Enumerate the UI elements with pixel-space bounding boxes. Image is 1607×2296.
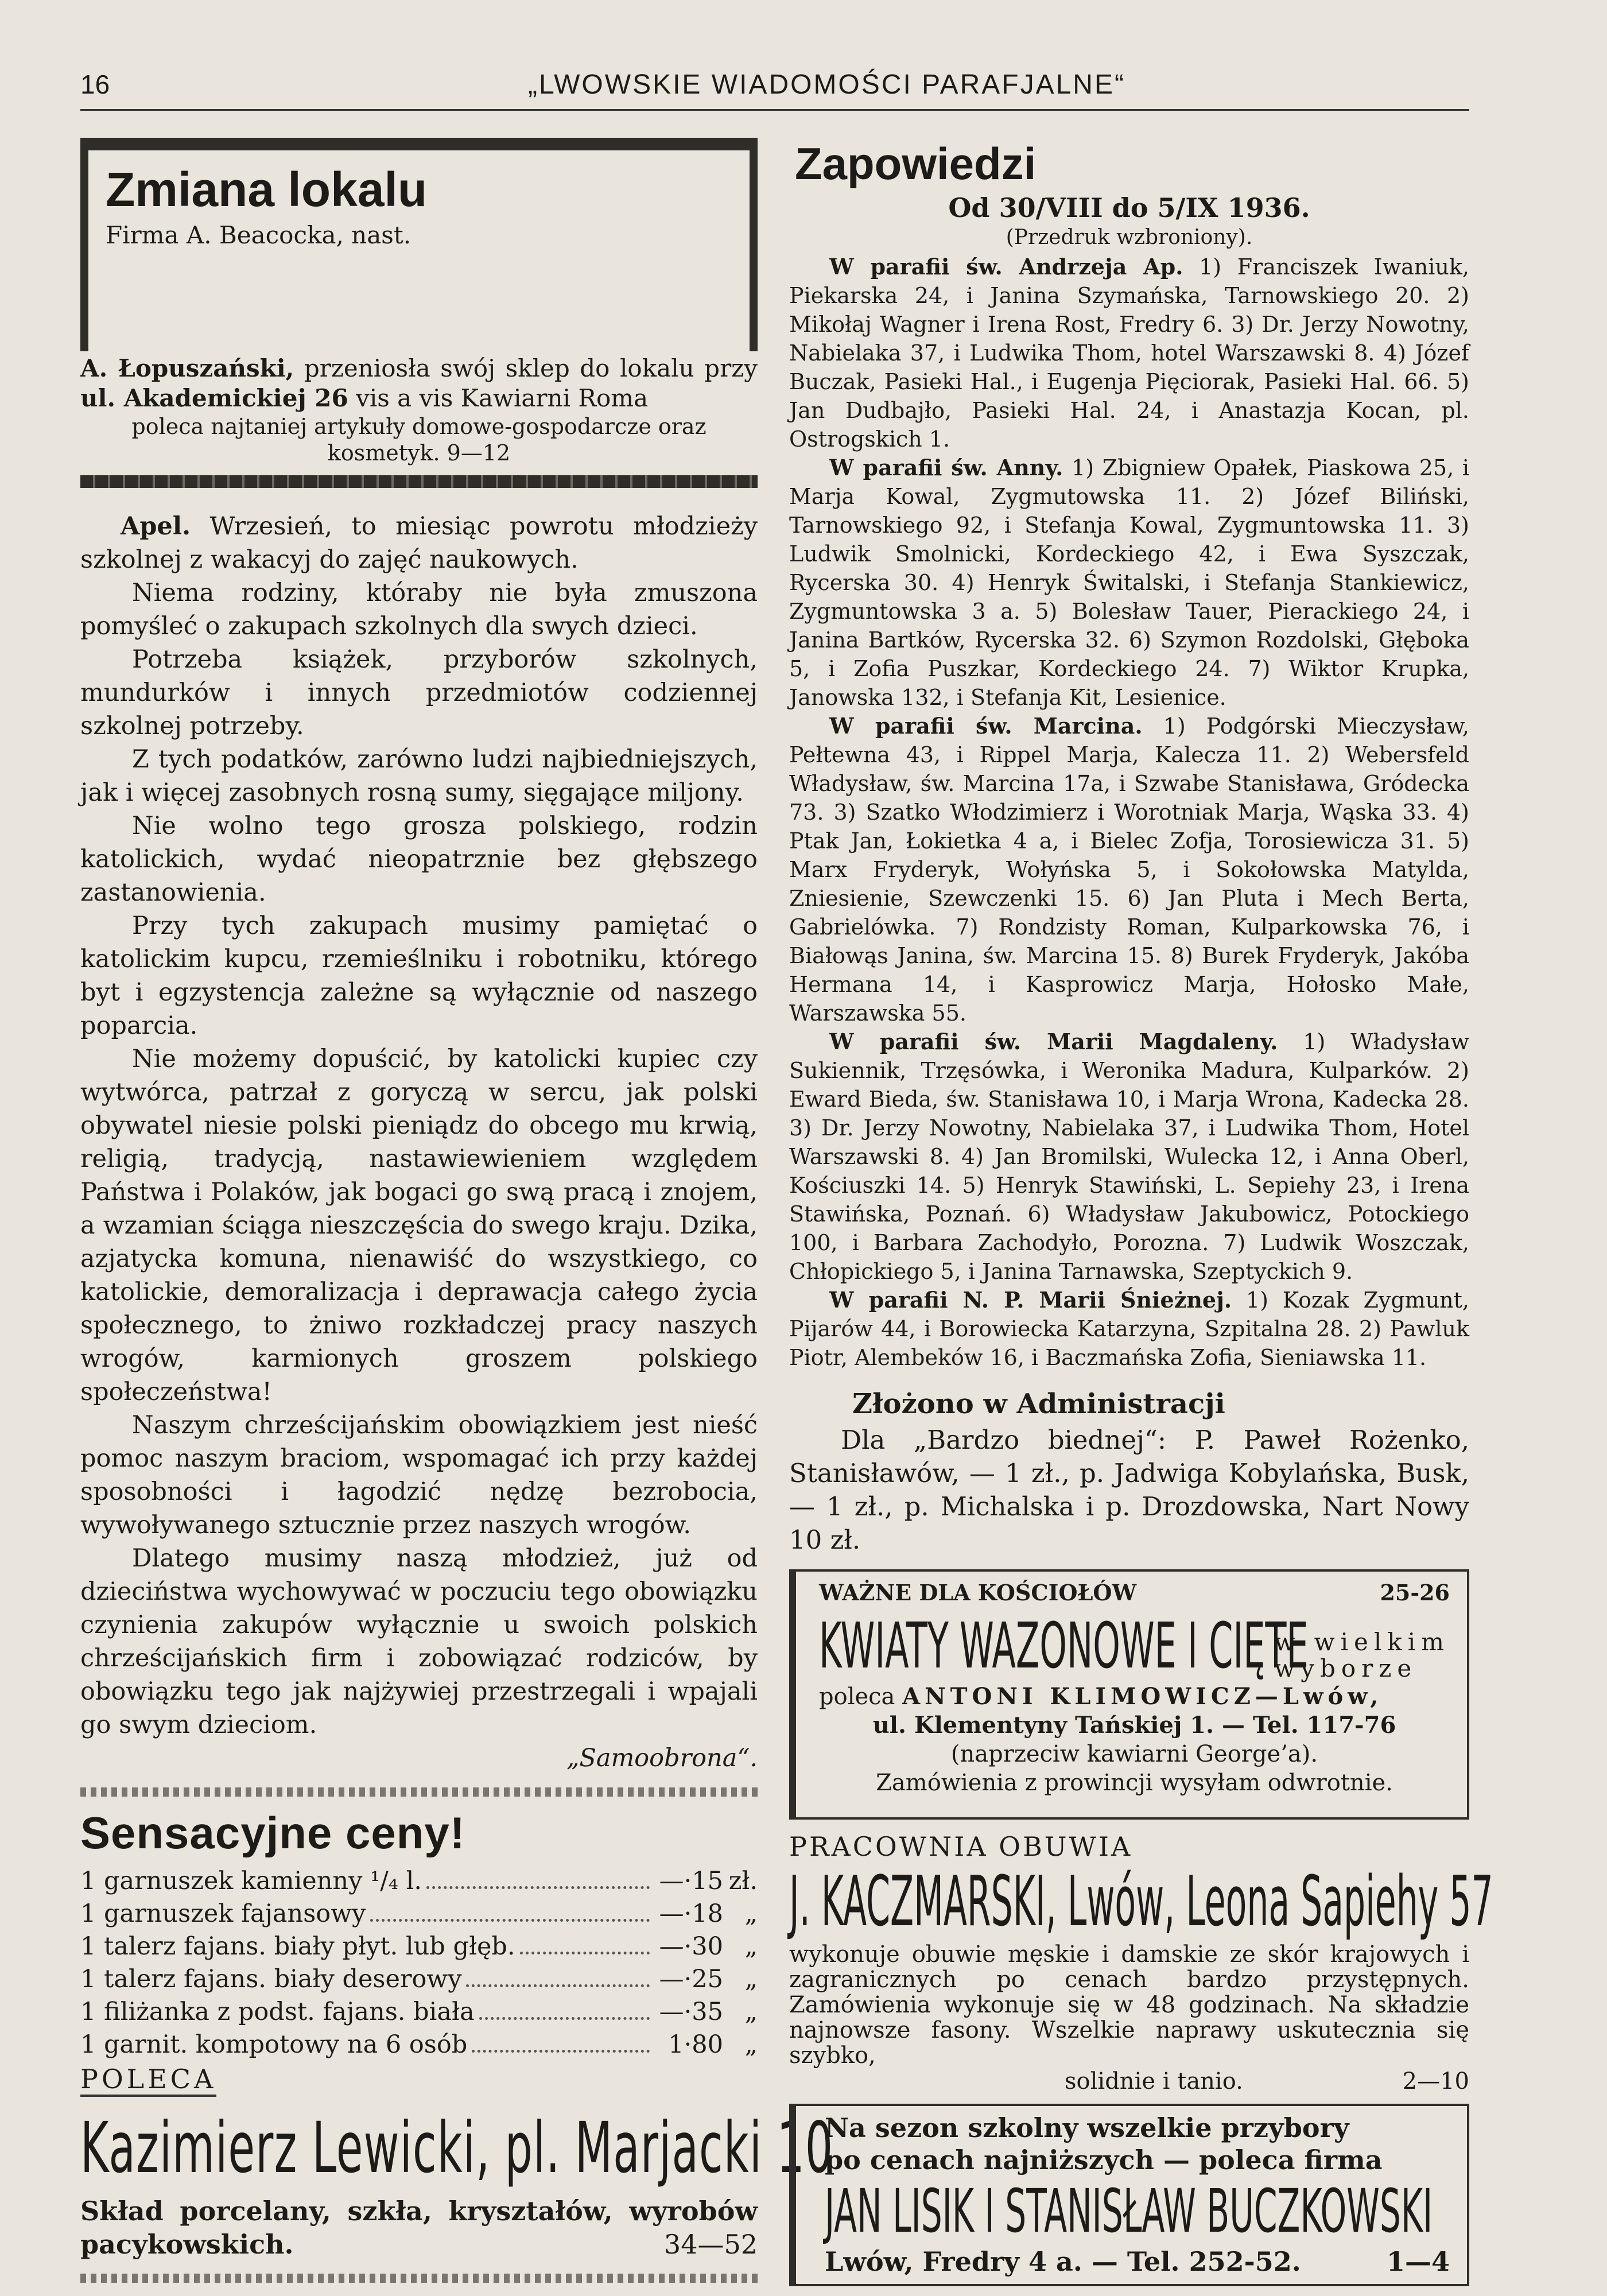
prices-heading: Sensacyjne ceny!: [80, 1808, 465, 1858]
ad-lopuszanski-firm: Firma A. Beacocka, nast.: [106, 221, 412, 249]
price-value: —·35: [659, 1998, 723, 2026]
ornament-divider: [80, 1787, 758, 1797]
banns-sniezna: 1) Kozak Zygmunt, Pijarów 44, i Borowiecka Katarzyna, Szpitalna 28. 2) Pawluk Piotr, Alembeków 16, i Baczmańska Zofia, Sieniawska 11.: [789, 1287, 1470, 1370]
publication-title: „LWOWSKIE WIADOMOŚCI PARAFJALNE“: [528, 69, 1125, 100]
ad-klimowicz-name-line: [819, 1682, 1450, 1711]
article-apel: [80, 510, 758, 1775]
ad-kaczmarski-end-text: solidnie i tanio.: [1065, 2068, 1243, 2095]
right-column: [789, 138, 1493, 2286]
page-header: [80, 63, 1469, 111]
ad-border: [80, 475, 758, 488]
ad-lopuszanski-text2: vis a vis Kawiarni Roma: [348, 384, 649, 412]
price-value: —·30: [659, 1932, 723, 1961]
price-item: 1 garnuszek kamienny ¹/₄ l.: [80, 1867, 422, 1895]
article-p3: Potrzeba książek, przyborów szkolnych, mundurków i innych przedmiotów codziennej szkolnej potrzeby.: [80, 645, 758, 740]
price-item: 1 garnuszek fajansowy: [80, 1899, 366, 1928]
ad-klimowicz-top: [819, 1580, 1450, 1605]
poleca-label: POLECA: [80, 2064, 216, 2097]
ad-kaczmarski: [789, 1831, 1493, 2095]
parish-sniezna: W parafii N. P. Marii Śnieżnej.: [829, 1287, 1232, 1313]
ad-lisik-bottom: [825, 2246, 1450, 2277]
left-column: [80, 138, 834, 2283]
ad-klimowicz-poleca: poleca: [819, 1684, 895, 1710]
page-number: 16: [80, 69, 110, 99]
banns-heading: Zapowiedzi: [795, 138, 1037, 189]
ad-klimowicz-orders: Zamówienia z prowincji wysyłam odwrotnie.: [876, 1770, 1393, 1796]
ad-lisik-city: Lwów, Fredry 4 a. — Tel. 252-52.: [825, 2246, 1301, 2277]
ad-code: 1—4: [1386, 2246, 1450, 2277]
ad-kaczmarski-end: [789, 2068, 1469, 2095]
banns-anna: 1) Zbigniew Opałek, Piaskowa 25, i Marja Kowal, Zygmutowska 11. 2) Józef Biliński, Tarnowskiego 92, i Stefanja Kowal, Zygmuntowska 11. 3) Ludwik Smolnicki, Kordeckiego 42, i Ewa Syszczak, Rycerska 30. 4) Henryk Świtalski, i Stefanja Stankiewicz, Zygmuntowska 3 a. 5) Bolesław Tauer, Pierackiego 24, i Janina Bartków, Rycerska 32. 6) Szymon Rozdolski, Głęboka 5, i Zofia Puszkar, Kordeckiego 24. 7) Wiktor Krupka, Janowska 132, i Stefanja Kit, Lesienice.: [789, 455, 1469, 710]
donations-heading: Złożono w Administracji: [852, 1388, 1225, 1420]
ad-lopuszanski-foot-text: poleca najtaniej artykuły domowe-gospodarcze oraz kosmetyk.: [131, 414, 707, 466]
ad-klimowicz-big: KWIATY WAZONOWE I CIĘTE: [819, 1609, 1309, 1682]
ad-kaczmarski-big: J. KACZMARSKI, Lwów, Leona Sapiehy 57: [789, 1862, 1493, 1942]
ad-lopuszanski-text: przeniosła swój sklep do lokalu przy: [294, 354, 758, 382]
ad-code: 2—10: [1402, 2068, 1469, 2095]
ad-lisik-line2: po cenach najniższych — poleca firma: [825, 2144, 1383, 2175]
price-item: 1 talerz fajans. biały deserowy: [80, 1965, 462, 1994]
article-p9: Dlatego musimy naszą młodzież, już od dzieciństwa wychowywać w poczuciu tego obowiązku czynienia zakupów wyłącznie u swoich polskich chrześcijańskich firm i zobowiązać rodziców, by obowiązku tego jak najżywiej przestrzegali i wpajali go swym dzieciom.: [80, 1544, 758, 1739]
ad-lopuszanski-foot: [80, 413, 758, 466]
price-unit: „: [744, 1899, 758, 1928]
price-unit: zł.: [728, 1867, 758, 1895]
ad-lopuszanski-name: A. Łopuszański,: [80, 354, 294, 382]
ad-klimowicz-ref: (naprzeciw kawiarni George’a).: [950, 1741, 1318, 1767]
price-unit: „: [744, 2030, 758, 2059]
donations-text: [789, 1424, 1469, 1557]
price-row: [80, 1930, 758, 1963]
price-unit: „: [744, 1932, 758, 1961]
ad-code: 25-26: [1380, 1580, 1450, 1605]
ad-lisik-line1: Na sezon szkolny wszelkie przybory: [825, 2112, 1349, 2143]
banns-list: [789, 253, 1469, 1372]
price-row: [80, 1898, 758, 1930]
banns-andrzej: 1) Franciszek Iwaniuk, Piekarska 24, i Janina Szymańska, Tarnowskiego 20. 2) Mikołaj Wagner i Irena Rost, Fredry 6. 3) Dr. Jerzy Nowotny, Nabielaka 37, i Ludwika Thom, hotel Warszawski 8. 4) Józef Buczak, Pasieki Hal., i Eugenja Pięciorak, Pasieki Hal. 66. 5) Jan Dudbajło, Pasieki Hal. 24, i Anastazja Kocan, pl. Ostrogskich 1.: [789, 254, 1469, 452]
price-row: [80, 1865, 758, 1898]
ad-lopuszanski-body: [80, 351, 758, 413]
lewicki-desc-text: Skład porcelany, szkła, kryształów, wyrobów pacykowskich.: [80, 2196, 758, 2260]
article-p5: Nie wolno tego grosza polskiego, rodzin katolickich, wydać nieopatrznie bez głębszego zastanowienia.: [80, 812, 758, 907]
ad-lopuszanski: [80, 138, 758, 351]
article-lead: Apel.: [121, 512, 191, 541]
price-row: [80, 1996, 758, 2029]
ad-klimowicz-side2: wyborze: [1274, 1654, 1418, 1682]
price-unit: „: [744, 1965, 758, 1994]
price-value: —·18: [659, 1899, 723, 1928]
price-row: [80, 1963, 758, 1996]
banns-magdalena: 1) Władysław Sukiennik, Trzęsówka, i Weronika Madura, Kulparków. 2) Eward Bieda, św. Stanisława 10, i Marja Wrona, Kadecka 28. 3) Dr. Jerzy Nowotny, Nabielaka 37, i Ludwika Thom, Hotel Warszawski 8. 4) Jan Bromilski, Wulecka 12, i Anna Oberl, Kościuszki 14. 5) Henryk Stawiński, L. Sepiehy 23, i Irena Stawińska, Poznań. 6) Władysław Jakubowicz, Potockiego 100, i Barbara Zachodyło, Porozna. 7) Ludwik Woszczak, Chłopickiego 5, i Janina Tarnawska, Szeptyckich 9.: [789, 1029, 1469, 1284]
article-p2: Niema rodziny, któraby nie była zmuszona pomyśleć o zakupach szkolnych dla swych dzieci.: [80, 579, 758, 641]
banns-dates: Od 30/VIII do 5/IX 1936.: [948, 192, 1310, 223]
price-item: 1 garnit. kompotowy na 6 osób: [80, 2030, 468, 2059]
ad-klimowicz-side: [1274, 1629, 1450, 1682]
lewicki-description: [80, 2194, 758, 2261]
ad-klimowicz-side1: w wielkim: [1274, 1628, 1450, 1656]
parish-magdalena: W parafii św. Marii Magdaleny.: [829, 1029, 1278, 1054]
ad-lisik-big: JAN LISIK I STANISŁAW BUCZKOWSKI: [825, 2176, 1433, 2246]
ad-code: 34—52: [663, 2229, 758, 2260]
donations-paragraph: Dla „Bardzo biednej“: P. Paweł Rożenko, Stanisławów, — 1 zł., p. Jadwiga Kobylańska, Busk, — 1 zł., p. Michalska i p. Drozdowska, Nart Nowy 10 zł.: [789, 1425, 1469, 1555]
ad-kaczmarski-text: wykonuje obuwie męskie i damskie ze skór krajowych i zagranicznych po cenach bardzo przystępnych. Zamówienia wykonuje się w 48 godzinach. Na składzie najnowsze fasony. Wszelkie naprawy uskutecznia się szybko,: [789, 1941, 1469, 2069]
price-list: [80, 1865, 758, 2061]
ad-klimowicz: [789, 1569, 1469, 1820]
article-p7: Nie możemy dopuścić, by katolicki kupiec czy wytwórca, patrzał z goryczą w sercu, jak polski obywatel niesie polski pieniądz do obcego mu krwią, religią, tradycją, nastawiewieniem względem Państwa i Polaków, jak bogaci go swą pracą i znojem, a wzamian ściąga nieszczęścia do swego kraju. Dzika, azjatycka komuna, nienawiść do wszystkiego, co katolickie, demoralizacja i deprawacja całego życia społecznego, to żniwo rozkładczej pracy naszych wrogów, karmionych groszem polskiego społeczeństwa!: [80, 1045, 758, 1406]
article-signature: „Samoobrona“.: [566, 1744, 758, 1773]
parish-marcin: W parafii św. Marcina.: [829, 713, 1143, 739]
price-row: [80, 2029, 758, 2061]
parish-anna: W parafii św. Anny.: [829, 455, 1063, 480]
article-p4: Z tych podatków, zarówno ludzi najbiedniejszych, jak i więcej zasobnych rosną sumy, sięgające miljony.: [80, 745, 758, 807]
firm-name-lewicki: Kazimierz Lewicki, pl. Marjacki 10: [80, 2107, 834, 2189]
article-p8: Naszym chrześcijańskim obowiązkiem jest nieść pomoc naszym braciom, wspomagać ich przy każdej sposobności i łagodzić nędzę bezrobocia, wywoływanego sztucznie przez naszych wrogów.: [80, 1411, 758, 1539]
ad-code: 9—12: [447, 440, 511, 466]
ad-klimowicz-name: ANTONI KLIMOWICZ—Lwów,: [902, 1683, 1383, 1710]
ad-klimowicz-address: ul. Klementyny Tańskiej 1. — Tel. 117-76: [872, 1712, 1396, 1739]
ornament-divider: [80, 2274, 758, 2283]
price-value: —·15: [659, 1867, 723, 1895]
article-p6: Przy tych zakupach musimy pamiętać o katolickim kupcu, rzemieślniku i robotniku, którego byt i egzystencja zależne są wyłącznie od naszego poparcia.: [80, 912, 758, 1040]
ad-lopuszanski-address: ul. Akademickiej 26: [80, 384, 348, 412]
ad-klimowicz-line1: WAŻNE DLA KOŚCIOŁÓW: [819, 1580, 1137, 1605]
price-unit: „: [744, 1998, 758, 2026]
price-item: 1 filiżanka z podst. fajans. biała: [80, 1998, 475, 2026]
ad-lopuszanski-heading: Zmiana lokalu: [106, 162, 428, 216]
banns-note: (Przedruk wzbroniony).: [1006, 226, 1253, 249]
ad-kaczmarski-heading: PRACOWNIA OBUWIA: [789, 1831, 1133, 1862]
parish-andrzej: W parafii św. Andrzeja Ap.: [829, 254, 1183, 280]
price-item: 1 talerz fajans. biały płyt. lub głęb.: [80, 1932, 515, 1961]
ad-lisik: [789, 2104, 1469, 2286]
banns-marcin: 1) Podgórski Mieczysław, Pełtewna 43, i Rippel Marja, Kalecza 11. 2) Webersfeld Władysław, św. Marcina 17a, i Szwabe Stanisława, Gródecka 73. 3) Szatko Włodzimierz i Worotniak Marja, Wąska 33. 4) Ptak Jan, Łokietka 4 a, i Bielec Zofja, Torosiewicza 31. 5) Marx Fryderyk, Wołyńska 5, i Sokołowska Matylda, Zniesienie, Szewczenki 15. 6) Jan Pluta i Mech Berta, Gabrielówka. 7) Rondzisty Roman, Kulparkowska 76, i Białowąs Janina, św. Marcina 15. 8) Burek Fryderyk, Jakóba Hermana 14, i Kasprowicz Marja, Hołosko Małe, Warszawska 55.: [789, 713, 1469, 1026]
article-p1: Wrzesień, to miesiąc powrotu młodzieży szkolnej z wakacyj do zajęć naukowych.: [80, 512, 758, 574]
price-value: —·25: [659, 1965, 723, 1994]
price-value: 1·80: [668, 2030, 723, 2059]
